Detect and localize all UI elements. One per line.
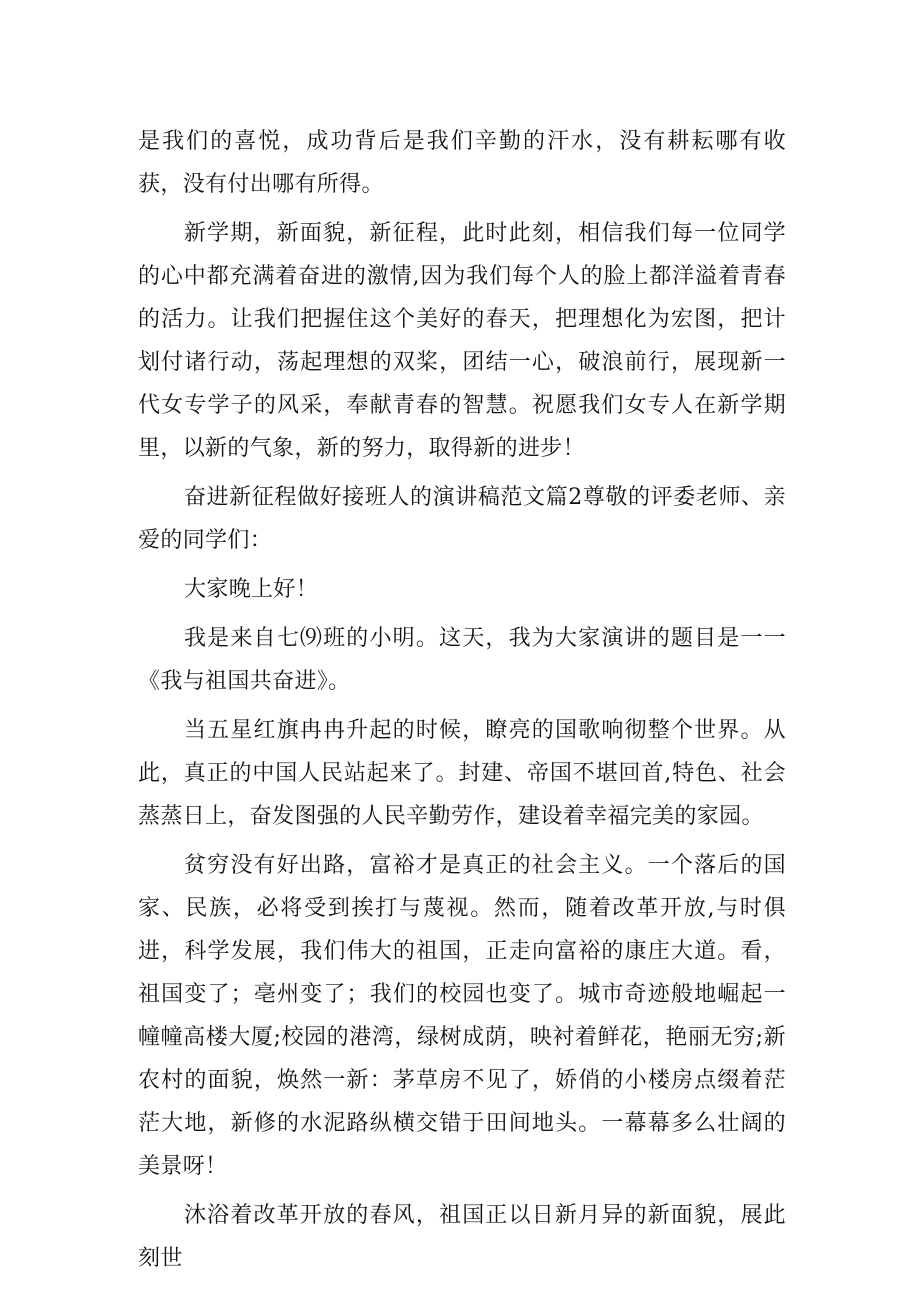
document-body [138, 120, 786, 1280]
paragraph-1: 是我们的喜悦，成功背后是我们辛勤的汗水，没有耕耘哪有收获，没有付出哪有所得。 [138, 129, 786, 197]
paragraph-7: 贫穷没有好出路，富裕才是真正的社会主义。一个落后的国家、民族，必将受到挨打与蔑视。然而，随着改革开放,与时俱进，科学发展，我们伟大的祖国，正走向富裕的康庄大道。看，祖国变了；亳州变了；我们的校园也变了。城市奇迹般地崛起一幢幢高楼大厦;校园的港湾，绿树成荫，映衬着鲜花，艳丽无穷;新农村的面貌，焕然一新：茅草房不见了，娇俏的小楼房点缀着茫茫大地，新修的水泥路纵横交错于田间地头。一幕幕多么壮阔的美景呀！ [138, 853, 786, 1179]
paragraph-2: 新学期，新面貌，新征程，此时此刻，相信我们每一位同学的心中都充满着奋进的激情,因为我们每个人的脸上都洋溢着青春的活力。让我们把握住这个美好的春天，把理想化为宏图，把计划付诸行动，荡起理想的双桨，团结一心，破浪前行，展现新一代女专学子的风采，奉献青春的智慧。祝愿我们女专人在新学期里，以新的气象，新的努力，取得新的进步！ [138, 221, 786, 461]
paragraph-3: 奋进新征程做好接班人的演讲稿范文篇2尊敬的评委老师、亲爱的同学们： [138, 485, 786, 553]
paragraph-4: 大家晚上好！ [184, 577, 319, 602]
paragraph-5: 我是来自七⑼班的小明。这天，我为大家演讲的题目是一一《我与祖国共奋进》。 [138, 626, 786, 694]
paragraph-6: 当五星红旗冉冉升起的时候，瞭亮的国歌响彻整个世界。从此，真正的中国人民站起来了。封建、帝国不堪回首,特色、社会蒸蒸日上，奋发图强的人民辛勤劳作，建设着幸福完美的家园。 [138, 718, 786, 829]
paragraph-8: 沐浴着改革开放的春风，祖国正以日新月异的新面貌，展此刻世 [138, 1203, 786, 1271]
